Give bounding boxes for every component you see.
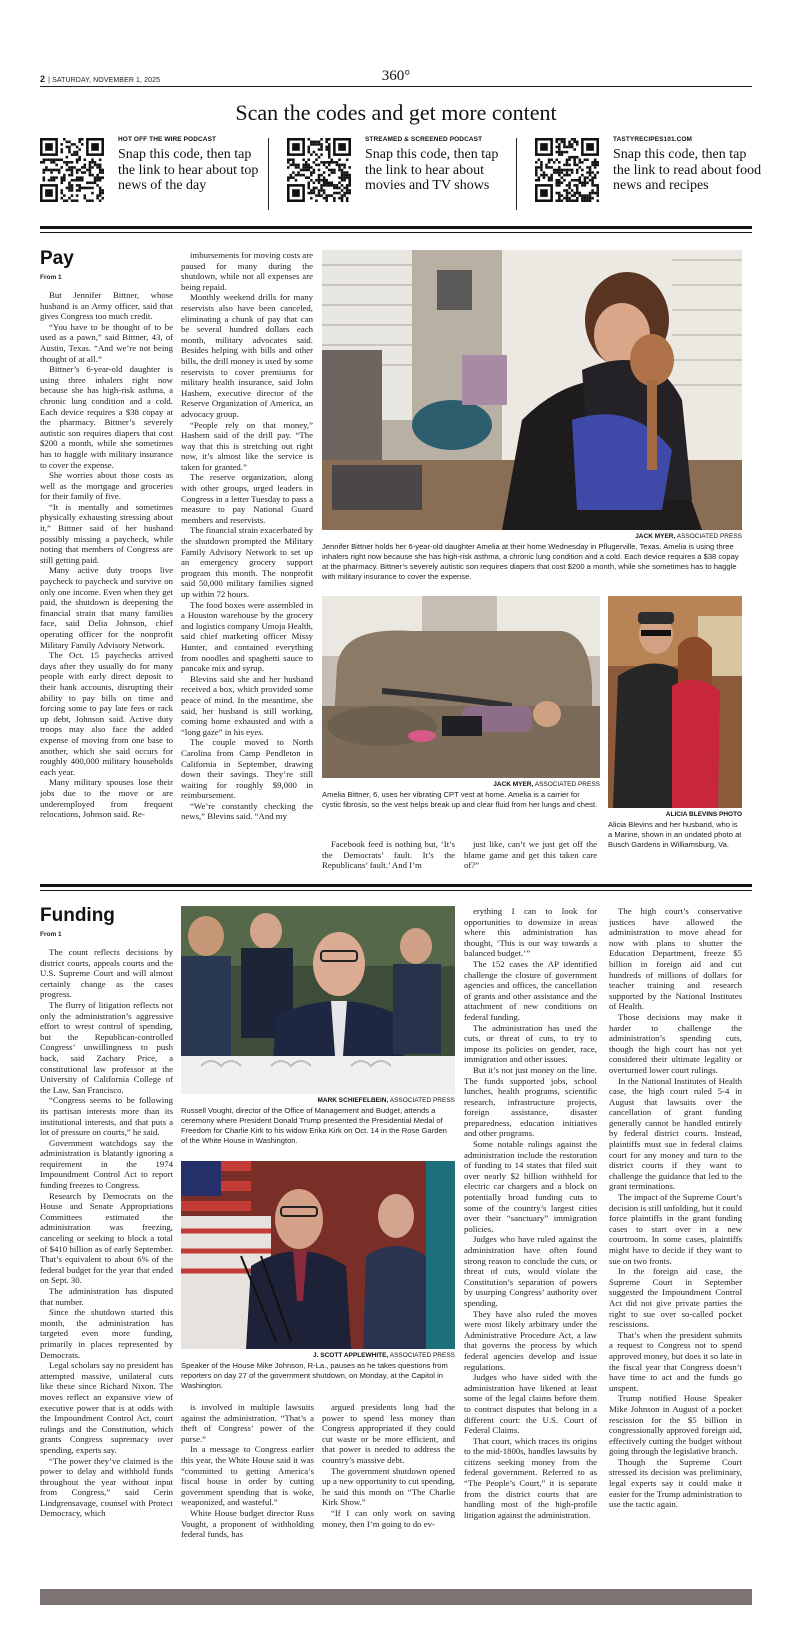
paragraph: The couple moved to North Carolina from Camp Pendleton in California in September, drawing down their savings. They’re still waiting for roughly $9,000 in reimbursement. bbox=[181, 737, 313, 801]
photo-credit bbox=[181, 1352, 455, 1359]
credit-name: JACK MYER, bbox=[635, 533, 676, 540]
paragraph: The flurry of litigation reflects not only the administration’s aggressive effort to wrest control of spending, but the Republican-controlled Congress’ unwillingness to push back, said Zachary Price, a constitutional law professor at the University of California College of the Law, San Francisco. bbox=[40, 999, 173, 1095]
paragraph: Judges who have ruled against the administration have often found strong reason to conclude the cuts, or threat of cuts, would violate the Constitution’s separation of powers by usurping Congress’ authority over spending. bbox=[464, 1234, 597, 1308]
photo-blevins-couple bbox=[608, 596, 742, 808]
credit-name: J. SCOTT APPLEWHITE, bbox=[313, 1352, 389, 1359]
paragraph: The count reflects decisions by district courts, appeals courts and the U.S. Supreme Court and will almost certainly change as the cases progress. bbox=[40, 947, 173, 1000]
paragraph: That court, which traces its origins to the mid-1800s, handles lawsuits by citizens seeking money from the federal government. Referred to as “The People’s Court,” it is separate from the district courts that are handling most of the high-profile litigation against the administration. bbox=[464, 1435, 597, 1520]
paragraph: In a message to Congress earlier this year, the White House said it was “committed to getting America’s fiscal house in order by cutting government spending that is woke, weaponized, and wasteful.” bbox=[181, 1444, 314, 1508]
qr-code-icon[interactable] bbox=[40, 138, 104, 202]
photo-caption: Speaker of the House Mike Johnson, R-La., pauses as he takes questions from reporters on day 27 of the government shutdown, on Monday, at the Capitol in Washington. bbox=[181, 1361, 448, 1390]
paragraph: “Congress seems to be following its partisan interests more than its institutional interests, and that puts a lot of pressure on courts,” he said. bbox=[40, 1095, 173, 1138]
paragraph: They have also ruled the moves were most likely arbitrary under the Administrative Procedure Act, a law that governs the process by which federal agencies develop and issue regulations. bbox=[464, 1308, 597, 1372]
credit-org: ASSOCIATED PRESS bbox=[389, 1097, 455, 1104]
promo-headline: Scan the codes and get more content bbox=[235, 100, 557, 125]
paragraph: Those decisions may make it harder to challenge the administration’s spending cuts, though the high court has not yet considered their ultimate legality or overturned lower court rulings. bbox=[609, 1011, 742, 1075]
article-column bbox=[181, 250, 313, 874]
photo-image bbox=[322, 596, 600, 778]
promo-text: Snap this code, then tap the link to read about food news and recipes bbox=[613, 147, 762, 193]
credit-org: ASSOCIATED PRESS bbox=[676, 533, 742, 540]
jump-from: From 1 bbox=[40, 274, 62, 281]
paragraph: “You have to be thought of to be used as a pawn,” said Bittner, 43, of Austin, Texas. “And we’re not being thought of at all.” bbox=[40, 321, 173, 364]
promo-label: HOT OFF THE WIRE PODCAST bbox=[118, 136, 217, 143]
photo-credit bbox=[322, 533, 742, 540]
section-rule bbox=[40, 232, 752, 233]
paragraph: Many military spouses lose their jobs due to the move or are underemployed from frequent relocations, Johnson said. Re- bbox=[40, 777, 173, 820]
article-column bbox=[322, 839, 455, 875]
paragraph: The Oct. 15 paychecks arrived days after they usually do for many people with early direct deposit to their bank accounts, disrupting their ability to pay bills on time and forcing some to pay late fees or rack up debt, Johnson said. Active duty troops may also face the added expense of moving from one base to another, which she said occurs for roughly 400,000 military households each year. bbox=[40, 650, 173, 777]
paragraph: Trump notified House Speaker Mike Johnson in August of a pocket rescission for the $5 billion in congressionally approved foreign aid, effectively cutting the budget without going through the legislative branch. bbox=[609, 1393, 742, 1457]
paragraph: imbursements for moving costs are paused for many during the shutdown, while not all expenses are being repaid. bbox=[181, 250, 313, 292]
promo-item-recipes[interactable] bbox=[535, 136, 762, 212]
paragraph: erything I can to look for opportunities to downsize in areas where this administration has thought, ‘This is our way towards a balanced budget.’” bbox=[464, 906, 597, 959]
credit-name: JACK MYER, bbox=[493, 781, 534, 788]
paragraph: “People rely on that money,” Hashem said of the drill pay. “The way that this is stretching out right now, it’s almost like the service is taken for granted.” bbox=[181, 419, 313, 472]
paragraph: The financial strain exacerbated by the shutdown prompted the Military Family Advisory Network to set up an emergency grocery support program this month. The nonprofit said 50,000 military families signed up within 72 hours. bbox=[181, 525, 313, 599]
paragraph: The food boxes were assembled in a Houston warehouse by the grocery and logistics company Umoja Health, said chief marketing officer Missy Hunter, and contained everything from noodles and spaghetti sauce to pancake mix and syrup. bbox=[181, 599, 313, 674]
paragraph: Government watchdogs say the administration is blatantly ignoring a requirement in the 1974 Impoundment Control Act to report funding freezes to Congress. bbox=[40, 1137, 173, 1191]
paragraph: In the National Institutes of Health case, the high court ruled 5-4 in August that lawsuits over the cancellation of grant funding generally cannot be handled entirely by federal district courts. Instead, plaintiffs must sue in federal claims court for any money and turn to the district courts if they want to challenge the guidance that led to the grant terminations. bbox=[609, 1075, 742, 1192]
qr-code-icon[interactable] bbox=[535, 138, 599, 202]
paragraph: The 152 cases the AP identified challenge the closure of government agencies and offices, the cancellation of grants and other assistance and the attachment of new conditions on federal funding. bbox=[464, 958, 597, 1022]
photo-vought bbox=[181, 906, 455, 1094]
photo-caption: Russell Vought, director of the Office of Management and Budget, attends a ceremony where President Donald Trump presented the Presidential Medal of Freedom for Charlie Kirk to his widow Erika Kirk on Oct. 14 in the Rose Garden of the White House in Washington. bbox=[181, 1106, 447, 1145]
paragraph: argued presidents long had the power to spend less money than Congress appropriated if they could cut waste or be more efficient, and that power is needed to address the country’s massive debt. bbox=[322, 1402, 455, 1465]
paragraph: White House budget director Russ Vought, a proponent of withholding federal funds, has bbox=[181, 1507, 314, 1540]
folio-rule bbox=[40, 86, 752, 87]
qr-code-icon[interactable] bbox=[287, 138, 351, 202]
paragraph: “The power they’ve claimed is the power to delay and withhold funds throughout the year without input from Congress,” said Cerin Lindgrensavage, counsel with Protect Democracy, which bbox=[40, 1455, 173, 1519]
paragraph: The government shutdown opened up a new opportunity to cut spending, he said this month on “The Charlie Kirk Show.” bbox=[322, 1465, 455, 1508]
paragraph: “It is mentally and sometimes physically exhausting stressing about it,” Bittner said of her husband possibly missing a paycheck, while noting that members of Congress are still getting paid. bbox=[40, 501, 173, 565]
paragraph: Since the shutdown started this month, the administration has targeted even more funding, primarily in places represented by Democrats. bbox=[40, 1307, 173, 1360]
paragraph: “If I can only work on saving money, then I’m going to do ev- bbox=[322, 1507, 455, 1529]
paragraph: The reserve organization, along with other groups, urged leaders in Congress in a letter Tuesday to pass a measure to pay National Guard members and reservists. bbox=[181, 472, 313, 525]
promo-label: TASTYRECIPES101.COM bbox=[613, 136, 693, 143]
photo-amelia-couch bbox=[322, 596, 600, 778]
credit-name: ALICIA BLEVINS PHOTO bbox=[665, 811, 742, 818]
paragraph: Research by Democrats on the House and Senate Appropriations Committees estimated the administration was freezing, canceling or seeking to block a total of $410 billion as of early September. That’s equivalent to about 6% of the federal budget for the year that ended on Sept. 30. bbox=[40, 1190, 173, 1286]
paragraph: just like, can’t we just get off the blame game and get this taken care of?” bbox=[464, 839, 597, 871]
photo-caption: Amelia Bittner, 6, uses her vibrating CPT vest at home. Amelia is a carrier for cystic fibrosis, so the vest helps break up and clear fluid from her lungs and chest. bbox=[322, 790, 598, 809]
article-column bbox=[322, 1402, 455, 1580]
article-column bbox=[40, 947, 173, 1579]
paragraph: is involved in multiple lawsuits against the administration. “That’s a theft of Congress’ power of the purse.” bbox=[181, 1402, 314, 1444]
credit-org: ASSOCIATED PRESS bbox=[534, 781, 600, 788]
promo-text: Snap this code, then tap the link to hear about movies and TV shows bbox=[365, 147, 499, 193]
section-rule bbox=[40, 226, 752, 229]
paragraph: Some notable rulings against the administration include the restoration of funding to 14 states that filed suit over nearly $2 billion withheld for electric car chargers and a block on potentially broad funding cuts to some of the country’s largest cities over their “sanctuary” immigration policies. bbox=[464, 1139, 597, 1234]
paragraph: Though the Supreme Court stressed its decision was preliminary, legal experts say it could make it easier for the Trump administration to use the tactic again. bbox=[609, 1456, 742, 1510]
photo-credit bbox=[608, 811, 742, 818]
photo-image bbox=[322, 250, 742, 530]
paragraph: The impact of the Supreme Court’s decision is still unfolding, but it could force plaintiffs in the grant funding cases to start over in a new courtroom. In some cases, plaintiffs might have to decide if they want to sue on two fronts. bbox=[609, 1192, 742, 1266]
page-number: 2 bbox=[40, 74, 46, 84]
section-flag: 360° bbox=[381, 68, 411, 84]
paragraph: She worries about those costs as well as the mortgage and groceries for their family of five. bbox=[40, 470, 173, 502]
paragraph: The high court’s conservative justices have allowed the administration to move ahead for now with plans to shutter the Education Department, freeze $5 billion in foreign aid and cut hundreds of millions of dollars for teacher training and research supported by the National Institutes of Health. bbox=[609, 906, 742, 1012]
photo-image bbox=[181, 906, 455, 1094]
article-column bbox=[464, 906, 597, 1580]
article-column bbox=[464, 839, 597, 875]
article-headline: Funding bbox=[40, 905, 115, 926]
paragraph: Monthly weekend drills for many reservists also have been canceled, eliminating a chunk of pay that can be several hundred dollars each month, military advocates said. Besides helping with bills and other bills, the drill money is used by some reservists to cover premiums for military health insurance, said John Hashem, executive director of the Reserve Organization of America, an advocacy group. bbox=[181, 292, 313, 419]
jump-from: From 1 bbox=[40, 931, 62, 938]
paragraph: “We’re constantly checking the news,” Blevins said. “And my bbox=[181, 800, 313, 822]
photo-johnson bbox=[181, 1161, 455, 1349]
article-column bbox=[181, 1402, 314, 1580]
footer-bar bbox=[40, 1589, 752, 1605]
paragraph: Facebook feed is nothing but, ‘It’s the Democrats’ fault. It’s the Republicans’ fault.’ And I’m bbox=[322, 839, 455, 871]
paragraph: But Jennifer Bittner, whose husband is an Army officer, said that gives Congress too much credit. bbox=[40, 290, 173, 322]
issue-date: SATURDAY, NOVEMBER 1, 2025 bbox=[52, 77, 161, 84]
article-column bbox=[40, 290, 173, 874]
article-headline: Pay bbox=[40, 248, 74, 269]
paragraph: Many active duty troops live paycheck to paycheck and survive on only one income. Even when they get paid, the shutdown is deepening the financial strain that many families face, said Delia Johnson, chief operating officer for the nonprofit Military Family Advisory Network. bbox=[40, 565, 173, 650]
paragraph: That’s when the president submits a request to Congress not to spend approved money, but does it so late in the fiscal year that Congress doesn’t have time to act and the funds go unspent. bbox=[609, 1329, 742, 1393]
section-rule bbox=[40, 884, 752, 887]
paragraph: The administration has used the cuts, or threat of cuts, to try to impose its policies on gender, race, immigration and other issues. bbox=[464, 1022, 597, 1065]
promo-text: Snap this code, then tap the link to hear about top news of the day bbox=[118, 147, 259, 193]
photo-credit bbox=[181, 1097, 455, 1104]
article-column bbox=[609, 906, 742, 1580]
credit-org: ASSOCIATED PRESS bbox=[389, 1352, 455, 1359]
credit-name: MARK SCHIEFELBEIN, bbox=[317, 1097, 389, 1104]
photo-bittner-hug bbox=[322, 250, 742, 530]
photo-caption: Alicia Blevins and her husband, who is a Marine, shown in an undated photo at Busch Gardens in Williamsburg, Va. bbox=[608, 820, 742, 849]
promo-item-streamed[interactable] bbox=[287, 136, 507, 212]
promo-divider bbox=[268, 138, 269, 210]
promo-divider bbox=[516, 138, 517, 210]
promo-label: STREAMED & SCREENED PODCAST bbox=[365, 136, 483, 143]
paragraph: In the foreign aid case, the Supreme Court in September suggested the Impoundment Control Act did not give private parties the right to sue over so-called pocket rescissions. bbox=[609, 1266, 742, 1330]
photo-caption: Jennifer Bittner holds her 6-year-old daughter Amelia at their home Wednesday in Pflugerville, Texas. Amelia is using three inhalers right now because she has high-risk asthma, a chronic lung condition and a cold. Each device requires a $38 copay at the pharmacy. Bittner’s severely autistic son requires diapers that cost $200 a month, while she sometimes has to haggle with military insurance to cover the expense. bbox=[322, 542, 739, 581]
photo-image bbox=[608, 596, 742, 808]
paragraph: But it’s not just money on the line. The funds supported jobs, school lunches, health programs, scientific research, infrastructure projects, foreign assistance, disaster preparedness, education initiatives and other programs. bbox=[464, 1064, 597, 1139]
paragraph: Bittner’s 6-year-old daughter is using three inhalers right now because she has high-risk asthma, a chronic lung condition and a cold. Each device requires a $38 copay at the pharmacy. Bittner’s severely autistic son requires diapers that cost $200 a month, while she sometimes has to haggle with military insurance to cover the expense. bbox=[40, 364, 173, 470]
promo-item-podcast[interactable] bbox=[40, 136, 260, 212]
section-rule bbox=[40, 890, 752, 891]
paragraph: The administration has disputed that number. bbox=[40, 1286, 173, 1307]
folio: 2 | SATURDAY, NOVEMBER 1, 2025 bbox=[40, 74, 161, 84]
paragraph: Legal scholars say no president has attempted massive, unilateral cuts like these since Richard Nixon. The moves reflect an expansive view of executive power that is at odds with the Impoundment Control Act, court rulings and the Constitution, which grants Congress supremacy over spending, experts say. bbox=[40, 1360, 173, 1455]
paragraph: Blevins said she and her husband received a box, which provided some peace of mind. In the meantime, she said, her husband is still working, coming home exhausted and with a “long gaze” in his eyes. bbox=[181, 673, 313, 737]
photo-image bbox=[181, 1161, 455, 1349]
paragraph: Judges who have sided with the administration have likened at least some of the legal claims before them to contract disputes that belong in a different court: the U.S. Court of Federal Claims. bbox=[464, 1372, 597, 1436]
photo-credit bbox=[322, 781, 600, 788]
